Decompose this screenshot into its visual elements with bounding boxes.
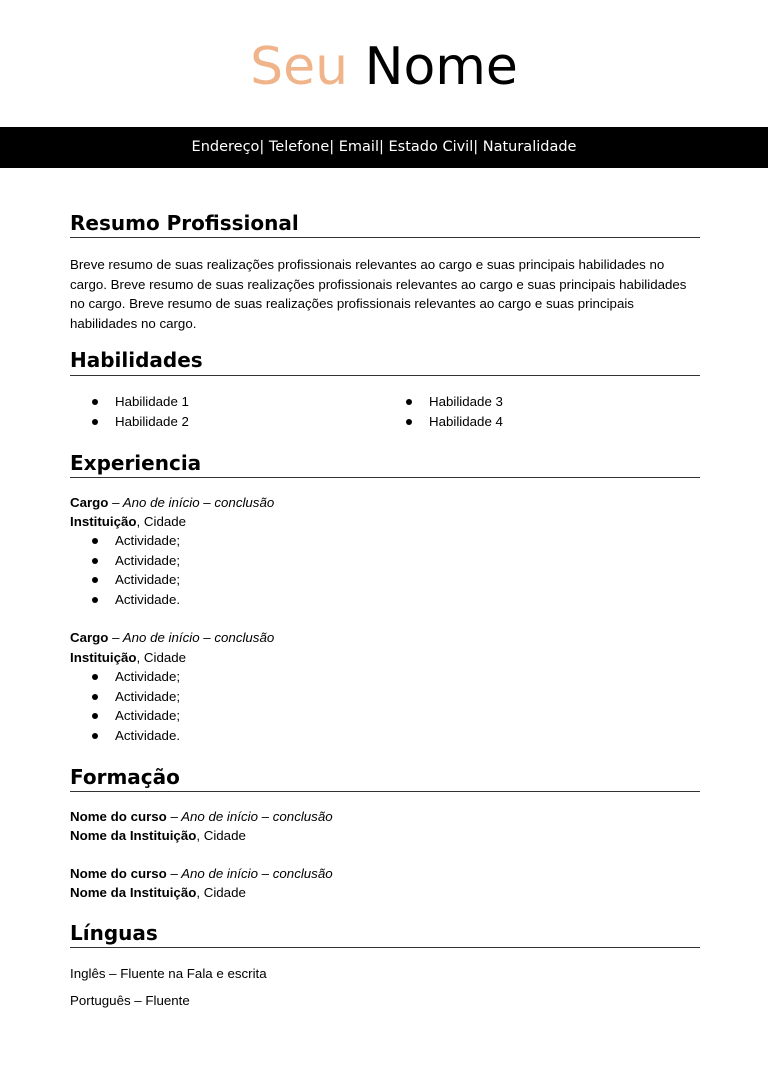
education-divider <box>70 791 700 792</box>
activity-item: Actividade; <box>70 551 180 571</box>
experience-dates: – Ano de início – conclusão <box>108 495 275 510</box>
skills-title: Habilidades <box>70 348 203 372</box>
skills-divider <box>70 375 700 376</box>
experience-role: Cargo <box>70 630 109 645</box>
activity-item: Actividade; <box>70 531 180 551</box>
activity-item: Actividade; <box>70 667 180 687</box>
education-institution: Nome da Instituição <box>70 828 197 843</box>
skill-item: Habilidade 2 <box>70 412 189 432</box>
education-title: Formação <box>70 765 180 789</box>
language-item: Português – Fluente <box>70 993 190 1008</box>
experience-institution-line <box>70 648 186 668</box>
summary-title: Resumo Profissional <box>70 211 299 235</box>
experience-institution: Instituição <box>70 650 137 665</box>
education-city: , Cidade <box>196 885 246 900</box>
education-course-line <box>70 864 333 884</box>
education-city: , Cidade <box>196 828 246 843</box>
first-name: Seu <box>250 37 349 97</box>
activity-item: Actividade; <box>70 687 180 707</box>
last-name: Nome <box>364 37 518 97</box>
activity-item: Actividade; <box>70 570 180 590</box>
experience-title: Experiencia <box>70 451 202 475</box>
languages-divider <box>70 947 700 948</box>
education-dates: – Ano de início – conclusão <box>166 866 333 881</box>
skills-list-right <box>384 392 503 431</box>
education-course: Nome do curso <box>70 866 167 881</box>
experience-dates: – Ano de início – conclusão <box>108 630 275 645</box>
summary-divider <box>70 237 700 238</box>
activity-item: Actividade; <box>70 706 180 726</box>
education-dates: – Ano de início – conclusão <box>166 809 333 824</box>
experience-activities <box>70 531 180 610</box>
experience-activities <box>70 667 180 746</box>
education-institution-line <box>70 883 246 903</box>
language-item: Inglês – Fluente na Fala e escrita <box>70 966 267 981</box>
experience-role: Cargo <box>70 495 109 510</box>
languages-title: Línguas <box>70 921 158 945</box>
experience-institution: Instituição <box>70 514 137 529</box>
skills-list-left <box>70 392 189 431</box>
summary-text: Breve resumo de suas realizações profissionais relevantes ao cargo e suas principais habilidades no cargo. Breve resumo de suas realizações profissionais relevantes ao cargo e suas principais habilidades no cargo. Breve resumo de suas realizações profissionais relevantes ao cargo e suas principais habilidades no cargo. <box>70 257 687 331</box>
skill-item: Habilidade 4 <box>384 412 503 432</box>
education-institution: Nome da Instituição <box>70 885 197 900</box>
skill-item: Habilidade 3 <box>384 392 503 412</box>
experience-city: , Cidade <box>136 650 187 665</box>
experience-divider <box>70 477 700 478</box>
activity-item: Actividade. <box>70 590 180 610</box>
experience-role-line <box>70 628 274 648</box>
experience-city: , Cidade <box>136 514 187 529</box>
skill-item: Habilidade 1 <box>70 392 189 412</box>
education-institution-line <box>70 826 246 846</box>
contact-bar: Endereço| Telefone| Email| Estado Civil| Naturalidade <box>0 127 768 168</box>
candidate-name <box>0 34 768 100</box>
experience-role-line <box>70 493 274 513</box>
education-course-line <box>70 807 333 827</box>
experience-institution-line <box>70 512 186 532</box>
activity-item: Actividade. <box>70 726 180 746</box>
education-course: Nome do curso <box>70 809 167 824</box>
